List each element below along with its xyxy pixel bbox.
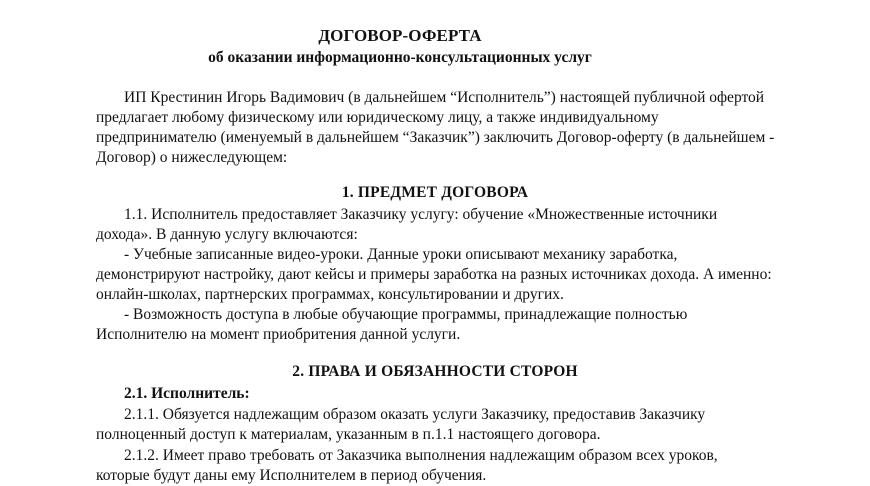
paragraph-line: предлагает любому физическому или юридическому лицу, а также индивидуальному bbox=[96, 109, 659, 126]
section-2-heading: 2. ПРАВА И ОБЯЗАННОСТИ СТОРОН bbox=[292, 363, 578, 380]
paragraph-line: - Учебные записанные видео-уроки. Данные уроки описывают механику заработка, bbox=[124, 246, 678, 263]
paragraph-line: онлайн-школах, партнерских программах, консультировании и других. bbox=[96, 286, 564, 303]
paragraph-line: 1.1. Исполнитель предоставляет Заказчику услугу: обучение «Множественные источники bbox=[124, 206, 718, 223]
paragraph-line: полноценный доступ к материалам, указанным в п.1.1 настоящего договора. bbox=[96, 426, 601, 443]
paragraph-line: Исполнителю на момент приобритения данной услуги. bbox=[96, 326, 461, 343]
section-1-paragraph-2 bbox=[96, 245, 772, 305]
document-title: ДОГОВОР-ОФЕРТА bbox=[318, 26, 482, 45]
section-2-subheading: 2.1. Исполнитель: bbox=[124, 385, 250, 402]
paragraph-line: ИП Крестинин Игорь Вадимович (в дальнейшем “Исполнитель”) настоящей публичной офертой bbox=[124, 89, 765, 106]
paragraph-line: 2.1.2. Имеет право требовать от Заказчика выполнения надлежащим образом всех уроков, bbox=[124, 447, 718, 464]
paragraph-line: предпринимателю (именуемый в дальнейшем “Заказчик”) заключить Договор-оферту (в дальнейшем - bbox=[96, 129, 775, 146]
section-1-paragraph-1 bbox=[96, 205, 768, 245]
paragraph-line: дохода». В данную услугу включаются: bbox=[96, 226, 358, 243]
paragraph-line: - Возможность доступа в любые обучающие программы, принадлежащие полностью bbox=[124, 306, 688, 323]
paragraph-line: которые будут даны ему Исполнителем в период обучения. bbox=[96, 467, 487, 484]
section-2-paragraph-2 bbox=[96, 446, 768, 486]
section-1-paragraph-3 bbox=[96, 305, 768, 345]
document-subtitle: об оказании информационно-консультационных услуг bbox=[208, 49, 592, 66]
paragraph-line: демонстрируют настройку, дают кейсы и примеры заработка на разных источниках дохода. А именно: bbox=[96, 266, 772, 283]
paragraph-line: 2.1.1. Обязуется надлежащим образом оказать услуги Заказчику, предоставив Заказчику bbox=[124, 406, 706, 423]
section-2-paragraph-1 bbox=[96, 405, 768, 445]
preamble-paragraph bbox=[96, 88, 775, 168]
paragraph-line: Договор) о нижеследующем: bbox=[96, 149, 288, 166]
section-1-heading: 1. ПРЕДМЕТ ДОГОВОРА bbox=[341, 184, 529, 201]
